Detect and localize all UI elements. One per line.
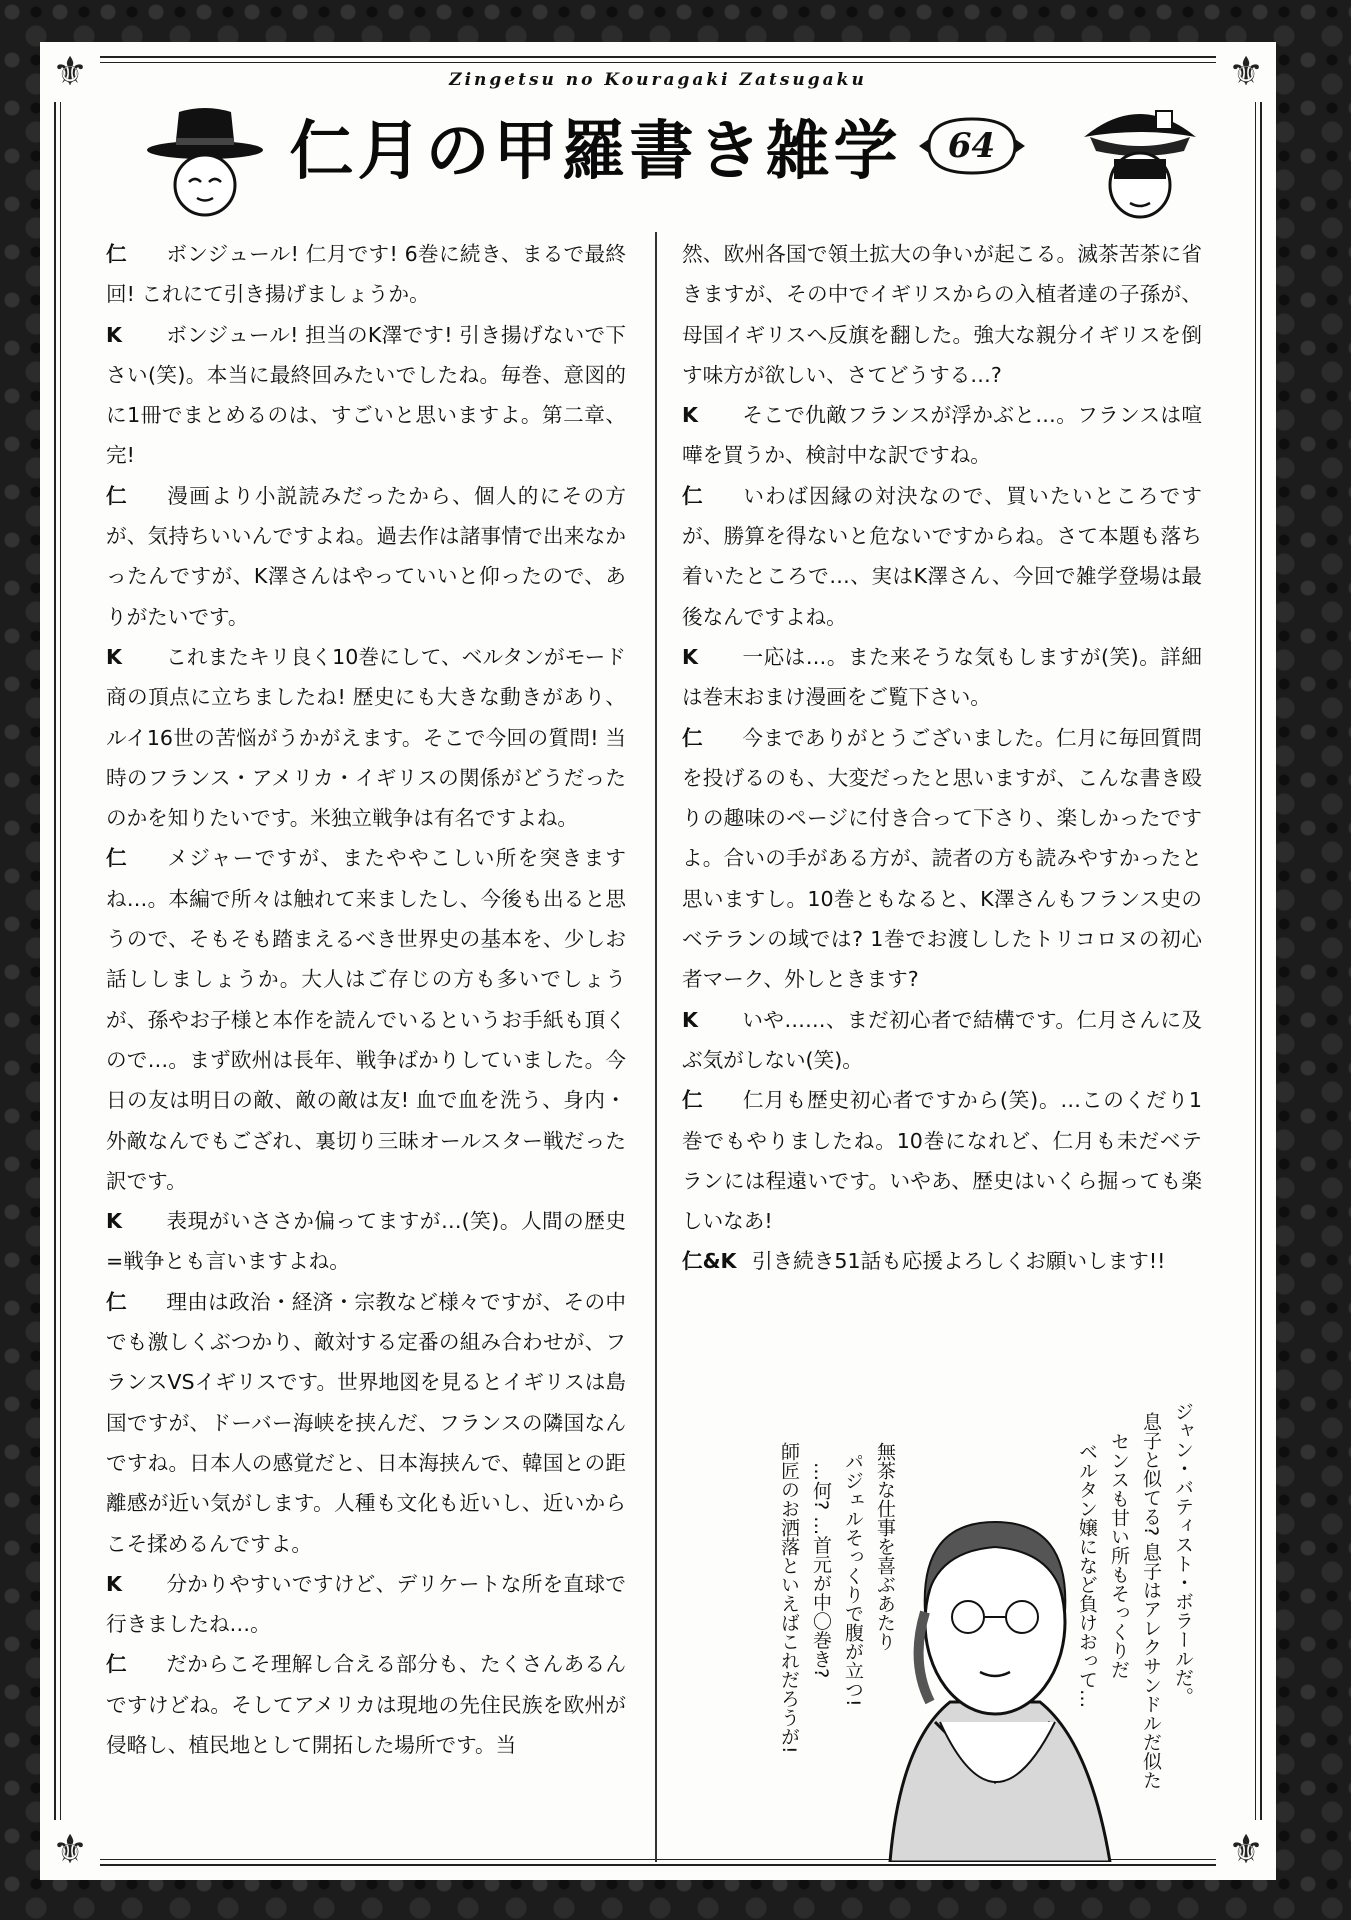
fleur-de-lis-ornament-icon: ⚜	[40, 42, 100, 102]
dialogue-text: 分かりやすいですけど、デリケートな所を直球で行きましたね…。	[106, 1571, 626, 1637]
dialogue-paragraph	[106, 637, 626, 838]
handwritten-note: 無茶な仕事を喜ぶあたり	[874, 1442, 896, 1651]
dialogue-paragraph	[682, 718, 1202, 1000]
speaker-label: K	[106, 322, 122, 347]
fleur-de-lis-ornament-icon: ⚜	[1216, 1820, 1276, 1880]
handwritten-note: 息子と似てる? 息子はアレクサンドルだ似た	[1140, 1412, 1162, 1790]
dialogue-paragraph	[106, 838, 626, 1201]
dialogue-paragraph	[682, 476, 1202, 637]
dialogue-text: だからこそ理解し合える部分も、たくさんあるんですけどね。そしてアメリカは現地の先住民族を欧州が侵略し、植民地として開拓した場所です。当	[106, 1652, 626, 1757]
speaker-label: 仁&K	[682, 1249, 737, 1274]
speaker-label: 仁	[106, 483, 127, 508]
dialogue-paragraph	[682, 1241, 1202, 1281]
column-divider	[655, 232, 657, 1862]
dialogue-paragraph	[106, 476, 626, 637]
dialogue-paragraph	[682, 1080, 1202, 1241]
dialogue-text: 引き続き51話も応援よろしくお願いします!!	[752, 1249, 1166, 1274]
dialogue-paragraph	[682, 234, 1202, 395]
handwritten-note: ベルタン嬢になど負けおって…	[1076, 1442, 1098, 1708]
handwritten-note: ジャン・バティスト・ボラールだ。	[1172, 1402, 1194, 1706]
speaker-label: K	[682, 1007, 698, 1032]
speaker-label: 仁	[682, 483, 703, 508]
dialogue-text: ボンジュール! 担当のK澤です! 引き揚げないで下さい(笑)。本当に最終回みたいでしたね。毎巻、意図的に1冊でまとめるのは、すごいと思いますよ。第二章、完!	[106, 322, 626, 468]
handwritten-note: …何? …首元が中〇巻き?	[810, 1462, 832, 1679]
dialogue-text: ボンジュール! 仁月です! 6巻に続き、まるで最終回! これにて引き揚げましょうか。	[106, 242, 626, 307]
dialogue-text: 表現がいささか偏ってますが…(笑)。人間の歴史=戦争とも言いますよね。	[106, 1209, 626, 1274]
speaker-label: 仁	[682, 725, 703, 750]
handwritten-note: パジェルそっくりで腹が立つ!	[842, 1452, 864, 1707]
dialogue-paragraph	[682, 1000, 1202, 1081]
volume-number: 64	[947, 126, 996, 166]
page	[40, 42, 1276, 1880]
dialogue-paragraph	[106, 1201, 626, 1282]
speaker-label: K	[682, 403, 698, 428]
dialogue-text: 仁月も歴史初心者ですから(笑)。…このくだり1巻でもやりましたね。10巻になれど、仁月も未だベテランには程遠いです。いやあ、歴史はいくら掘っても楽しいなあ!	[682, 1088, 1202, 1234]
page-title: 仁月の甲羅書き雑学	[289, 115, 902, 189]
speaker-label: K	[106, 1209, 122, 1234]
handwritten-note: センスも甘い所もそっくりだ	[1108, 1432, 1130, 1679]
dialogue-text: 然、欧州各国で領土拡大の争いが起こる。滅茶苦茶に省きますが、その中でイギリスからの入植者達の子孫が、母国イギリスへ反旗を翻した。強大な親分イギリスを倒す味方が欲しい、さてどうする…?	[682, 242, 1202, 387]
right-column	[682, 234, 1202, 1282]
fleur-de-lis-ornament-icon: ⚜	[1216, 42, 1276, 102]
speaker-label: K	[682, 644, 698, 669]
dialogue-text: 今までありがとうございました。仁月に毎回質問を投げるのも、大変だったと思いますが、こんな書き殴りの趣味のページに付き合って下さり、楽しかったですよ。合いの手がある方が、読者の方も読みやすかったと思いますし。10巻ともなると、K澤さんもフランス史のベテランの域では? 1巻でお渡ししたトリコロヌの初心者マーク、外しときます?	[682, 725, 1202, 992]
dialogue-text: 理由は政治・経済・宗教など様々ですが、その中でも激しくぶつかり、敵対する定番の組み合わせが、フランスVSイギリスです。世界地図を見るとイギリスは島国ですが、ドーバー海峡を挟んだ、フランスの隣国なんですね。日本人の感覚だと、日本海挟んで、韓国との距離感が近い気がします。人種も文化も近いし、近いからこそ揉めるんですよ。	[106, 1289, 626, 1556]
dialogue-text: いわば因縁の対決なので、買いたいところですが、勝算を得ないと危ないですからね。さて本題も落ち着いたところで…、実はK澤さん、今回で雑学登場は最後なんですよね。	[682, 483, 1202, 629]
dialogue-text: メジャーですが、またややこしい所を突きますね…。本編で所々は触れて来ましたし、今後も出ると思うので、そもそも踏まえるべき世界史の基本を、少しお話ししましょうか。大人はご存じの方も多いでしょうが、孫やお子様と本作を読んでいるというお手紙も頂くので…。まず欧州は長年、戦争ばかりしていました。今日の友は明日の敵、敵の敵は友! 血で血を洗う、身内・外敵なんでもござれ、裏切り三昧オールスター戦だった訳です。	[106, 846, 626, 1193]
speaker-label: 仁	[106, 1289, 127, 1314]
dialogue-paragraph	[106, 1282, 626, 1564]
speaker-label: 仁	[682, 1088, 703, 1113]
dialogue-paragraph	[682, 395, 1202, 476]
speaker-label: K	[106, 644, 122, 669]
romanized-title: Zingetsu no Kouragaki Zatsugaku	[449, 70, 867, 90]
speaker-label: K	[106, 1571, 122, 1596]
dialogue-text: いや……、まだ初心者で結構です。仁月さんに及ぶ気がしない(笑)。	[682, 1007, 1202, 1072]
dialogue-text: 一応は…。また来そうな気もしますが(笑)。詳細は巻末おまけ漫画をご覧下さい。	[682, 644, 1202, 710]
dialogue-paragraph	[106, 1644, 626, 1765]
speaker-label: 仁	[106, 1652, 127, 1677]
volume-badge	[917, 113, 1027, 179]
dialogue-paragraph	[682, 637, 1202, 718]
fleur-de-lis-ornament-icon: ⚜	[40, 1820, 100, 1880]
speaker-label: 仁	[106, 846, 127, 871]
dialogue-paragraph	[106, 315, 626, 476]
dialogue-text: 漫画より小説読みだったから、個人的にその方が、気持ちいいんですよね。過去作は諸事情で出来なかったんですが、K澤さんはやっていいと仰ったので、ありがたいです。	[106, 483, 626, 629]
title-area	[40, 100, 1276, 192]
handwritten-note: 師匠のお洒落といえばこれだろうが!	[778, 1442, 800, 1754]
dialogue-text: そこで仇敵フランスが浮かぶと…。フランスは喧嘩を買うか、検討中な訳ですね。	[682, 403, 1202, 468]
speaker-label: 仁	[106, 242, 127, 266]
left-column	[106, 234, 626, 1765]
dialogue-paragraph	[106, 234, 626, 315]
dialogue-paragraph	[106, 1564, 626, 1645]
dialogue-text: これまたキリ良く10巻にして、ベルタンがモード商の頂点に立ちましたね! 歴史にも大きな動きがあり、ルイ16世の苦悩がうかがえます。そこで今回の質問! 当時のフランス・アメリカ・イギリスの関係がどうだったのかを知りたいです。米独立戦争は有名ですよね。	[106, 644, 626, 831]
